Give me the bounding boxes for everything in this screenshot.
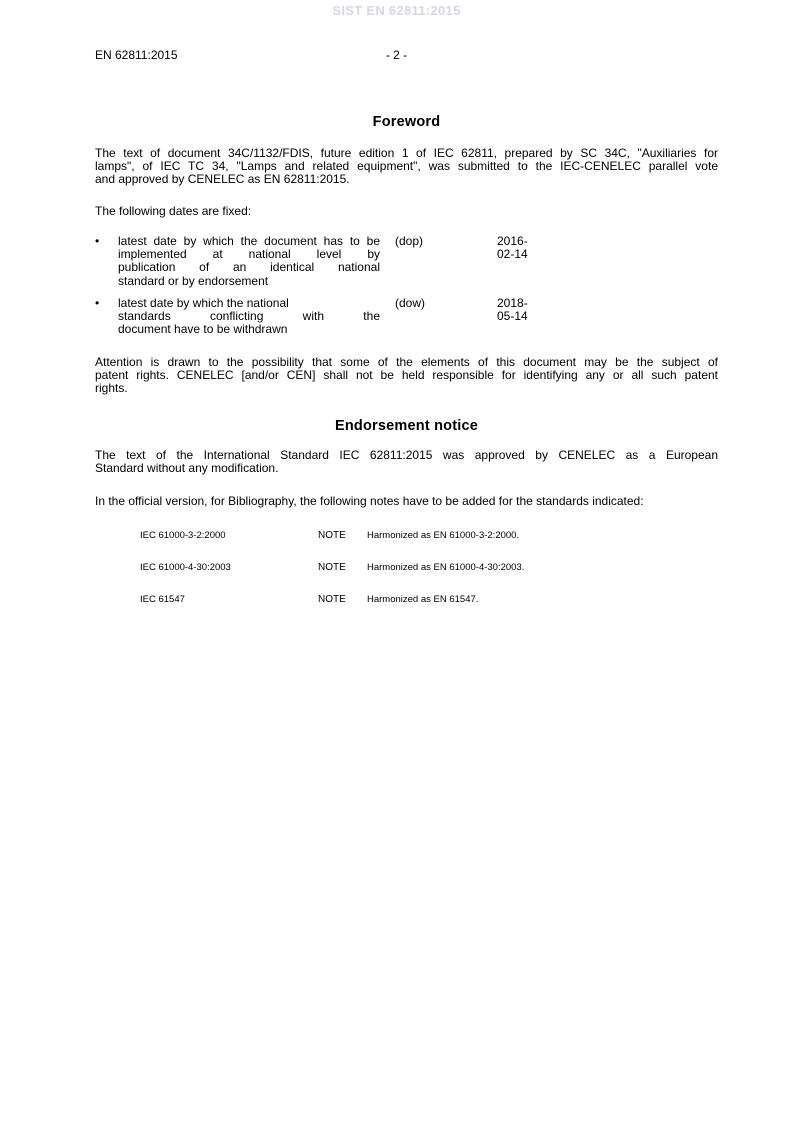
- foreword-intro: [95, 147, 718, 187]
- note-standard: IEC 61000-4-30:2003: [140, 562, 231, 573]
- note-label: NOTE: [318, 562, 346, 573]
- note-standard: IEC 61000-3-2:2000: [140, 530, 226, 541]
- date-item-line: document have to be withdrawn: [118, 322, 288, 337]
- note-label: NOTE: [318, 530, 346, 541]
- watermark: SIST EN 62811:2015: [332, 3, 461, 18]
- attention-line: rights.: [95, 381, 128, 396]
- date-item-description: [118, 235, 380, 288]
- date-item-abbr: (dop): [395, 234, 424, 248]
- date-item-line: publication of an identical national: [118, 260, 380, 275]
- bullet-icon: •: [95, 296, 100, 310]
- header-doc-id: EN 62811:2015: [95, 48, 178, 62]
- dates-intro: The following dates are fixed:: [95, 204, 252, 218]
- note-text: Harmonized as EN 61000-4-30:2003.: [367, 562, 525, 573]
- date-item-line: standards conflicting with the: [118, 309, 380, 324]
- foreword-intro-line: The text of document 34C/1132/FDIS, future edition 1 of IEC 62811, prepared by SC 34C, "Auxiliaries for: [95, 146, 718, 160]
- note-text: Harmonized as EN 61000-3-2:2000.: [367, 530, 520, 541]
- date-item-description: [118, 297, 380, 337]
- foreword-intro-line: and approved by CENELEC as EN 62811:2015.: [95, 172, 350, 187]
- note-label: NOTE: [318, 594, 346, 605]
- bullet-icon: •: [95, 234, 100, 248]
- date-item-line: implemented at national level by: [118, 247, 380, 262]
- date-item-line: standard or by endorsement: [118, 273, 269, 288]
- endorsement-line: The text of the International Standard IEC 62811:2015 was approved by CENELEC as a European: [95, 448, 718, 462]
- foreword-title: Foreword: [372, 114, 441, 130]
- foreword-intro-line: lamps", of IEC TC 34, "Lamps and related equipment", was submitted to the IEC-CENELEC parallel vote: [95, 159, 718, 174]
- note-standard: IEC 61547: [140, 594, 185, 605]
- attention-line: Attention is drawn to the possibility that some of the elements of this document may be the subject of: [95, 355, 718, 369]
- date-item-date: 2018-05-14: [497, 296, 528, 324]
- note-text: Harmonized as EN 61547.: [367, 594, 479, 605]
- endorsement-text: [95, 449, 718, 475]
- header-page-number: - 2 -: [385, 48, 408, 62]
- date-item-line: latest date by which the national: [118, 296, 289, 310]
- attention-line: patent rights. CENELEC [and/or CEN] shall not be held responsible for identifying any or all such patent: [95, 368, 718, 383]
- date-item-date: 2016-02-14: [497, 234, 528, 262]
- bibliography-intro: In the official version, for Bibliography, the following notes have to be added for the standards indicated:: [95, 494, 644, 508]
- date-item-abbr: (dow): [395, 296, 426, 310]
- endorsement-title: Endorsement notice: [335, 418, 478, 434]
- attention-paragraph: [95, 356, 718, 396]
- endorsement-line: Standard without any modification.: [95, 461, 279, 476]
- date-item-line: latest date by which the document has to be: [118, 234, 380, 248]
